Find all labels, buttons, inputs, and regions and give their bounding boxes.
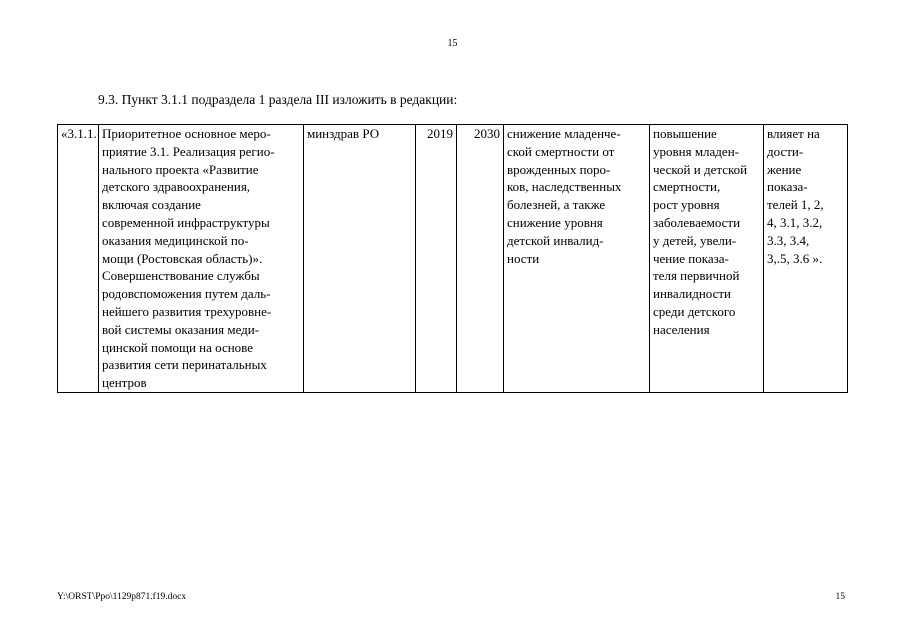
- text-line: приятие 3.1. Реализация регио-: [102, 143, 275, 159]
- end-year-cell: 2030: [457, 125, 504, 393]
- description-lines: [102, 125, 300, 392]
- text-line: ков, наследственных: [507, 179, 622, 195]
- text-line: Совершенствование службы: [102, 268, 260, 284]
- text-line: вой системы оказания меди-: [102, 321, 260, 337]
- text-line: у детей, увели-: [653, 232, 737, 248]
- text-line: снижение уровня: [507, 214, 603, 230]
- text-line: детской инвалид-: [507, 232, 604, 248]
- text-line: Приоритетное основное меро-: [102, 126, 271, 141]
- text-line: уровня младен-: [653, 143, 739, 159]
- description-cell: [99, 125, 304, 393]
- text-line: современной инфраструктуры: [102, 214, 270, 230]
- text-line: населения: [653, 321, 710, 337]
- text-line: показа-: [767, 179, 808, 195]
- text-line: ческой и детской: [653, 161, 748, 177]
- text-line: телей 1, 2,: [767, 197, 824, 213]
- text-line: центров: [102, 375, 147, 391]
- text-line: заболеваемости: [653, 214, 741, 230]
- item-number-cell: «3.1.1.: [58, 125, 99, 393]
- text-line: смертности,: [653, 179, 721, 195]
- text-line: оказания медицинской по-: [102, 232, 249, 248]
- text-line: 3,.5, 3.6 ».: [767, 250, 823, 266]
- text-line: ской смертности от: [507, 143, 615, 159]
- text-line: жение: [767, 161, 802, 177]
- indicator-link-cell: [764, 125, 848, 393]
- footer-page-number: 15: [835, 592, 845, 602]
- consequence-cell: [650, 125, 764, 393]
- text-line: включая создание: [102, 197, 201, 213]
- text-line: теля первичной: [653, 268, 740, 284]
- text-line: снижение младенче-: [507, 126, 621, 141]
- text-line: детского здравоохранения,: [102, 179, 251, 195]
- intro-paragraph: 9.3. Пункт 3.1.1 подраздела 1 раздела III изложить в редакции:: [98, 92, 458, 107]
- text-line: чение показа-: [653, 250, 729, 266]
- text-line: родовспоможения путем даль-: [102, 286, 271, 302]
- text-line: среди детского: [653, 303, 736, 319]
- page-number-top: 15: [447, 38, 458, 49]
- text-line: развития сети перинатальных: [102, 357, 267, 373]
- consequence-lines: [653, 125, 760, 339]
- executor-cell: минздрав РО: [304, 125, 416, 393]
- text-line: ности: [507, 250, 540, 266]
- text-line: нального проекта «Развитие: [102, 161, 259, 177]
- text-line: болезней, а также: [507, 197, 606, 213]
- text-line: инвалидности: [653, 286, 732, 302]
- amendment-table: [57, 124, 848, 393]
- text-line: влияет на: [767, 126, 820, 141]
- text-line: 3.3, 3.4,: [767, 232, 810, 248]
- expected-result-cell: [504, 125, 650, 393]
- text-line: дости-: [767, 143, 804, 159]
- table-row: [58, 125, 848, 393]
- text-line: врожденных поро-: [507, 161, 611, 177]
- text-line: цинской помощи на основе: [102, 339, 254, 355]
- indicator-lines: [767, 125, 844, 267]
- text-line: повышение: [653, 126, 717, 141]
- text-line: рост уровня: [653, 197, 720, 213]
- result-lines: [507, 125, 646, 267]
- text-line: нейшего развития трехуровне-: [102, 303, 272, 319]
- footer-file-path: Y:\ORST\Ppo\1129p871.f19.docx: [57, 592, 187, 602]
- text-line: мощи (Ростовская область)».: [102, 250, 263, 266]
- text-line: 4, 3.1, 3.2,: [767, 214, 823, 230]
- start-year-cell: 2019: [416, 125, 457, 393]
